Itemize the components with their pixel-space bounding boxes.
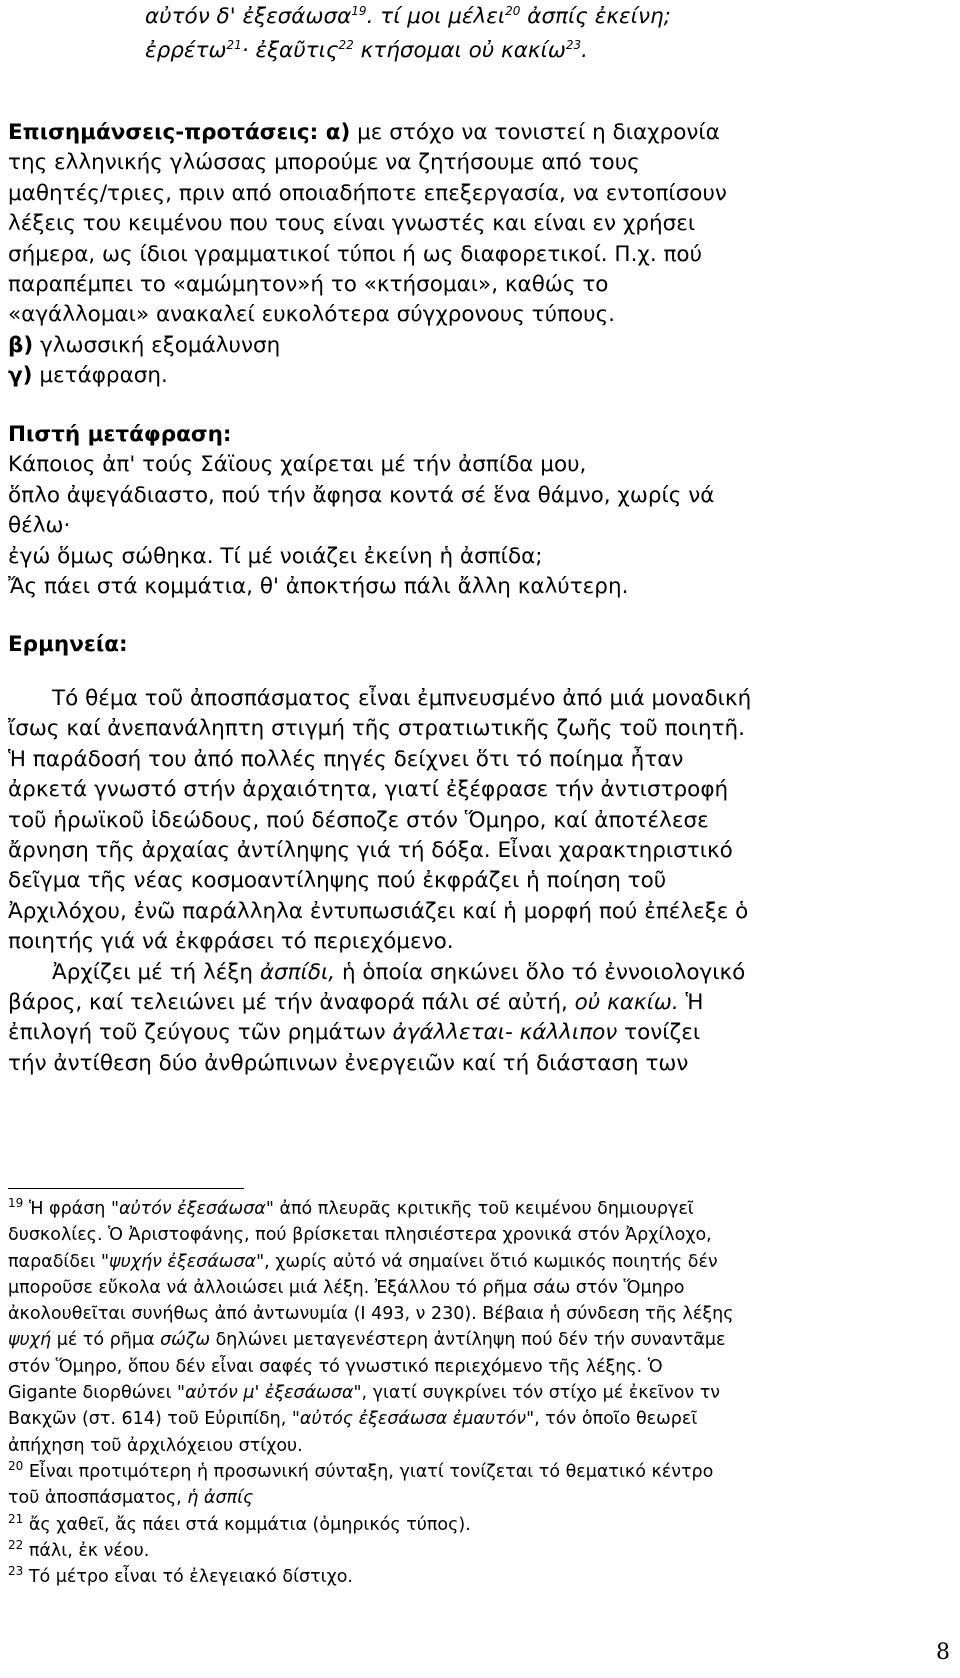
interpretation-heading: Ερμηνεία: — [8, 632, 128, 657]
footnote-line: Βακχῶν (στ. 614) τοῦ Εὐριπίδη, "αὐτός ἐξεσάωσα ἐμαυτόν", τόν ὁποῖο θεωρεῖ — [8, 1409, 698, 1430]
footnote-ref-23: 23 — [565, 37, 582, 52]
verse-line-2: ἐρρέτω$^{21}$· ἐξαῦτις$^{22}$ κτήσομαι οὐ κακίω$^{23}$. — [145, 37, 588, 63]
interpretation-line: Ἀρχιλόχου, ἐνῶ παράλληλα ἐντυπωσιάζει καί ἡ μορφή πού ἐπέλεξε ὁ — [8, 898, 749, 924]
suggestions-section — [8, 118, 958, 392]
footnote-line: ψυχή μέ τό ρῆμα σώζω δηλώνει μεταγενέστερη ἀντίληψη πού δέν τήν συναντᾶμε — [8, 1330, 726, 1351]
footnote-line: ἀπήχηση τοῦ ἀρχιλόχειου στίχου. — [8, 1435, 303, 1456]
suggestions-line: παραπέμπει το «αμώμητον»ή το «κτήσομαι», καθώς το — [8, 272, 609, 298]
interpretation-line: δεῖγμα τῆς νέας κοσμοαντίληψης πού ἐκφράζει ἡ ποίηση τοῦ — [8, 868, 667, 894]
suggestions-line: «αγάλλομαι» ανακαλεί ευκολότερα σύγχρονους τύπους. — [8, 302, 616, 328]
page-number: 8 — [936, 1640, 950, 1665]
interpretation-line: ἐπιλογή τοῦ ζεύγους τῶν ρημάτων ἀγάλλεται- κάλλιπον τονίζει — [8, 1020, 701, 1046]
interpretation-line: ἄρνηση τῆς ἀρχαίας ἀντίληψης γιά τή δόξα. Εἶναι χαρακτηριστικό — [8, 838, 733, 864]
translation-line: Κάποιος ἀπ' τούς Σάϊους χαίρεται μέ τήν ἀσπίδα μου, — [8, 452, 587, 478]
footnote-line: τοῦ ἀποσπάσματος, ἡ ἀσπίς — [8, 1488, 254, 1509]
footnote-ref-19: 19 — [351, 3, 367, 18]
translation-heading: Πιστή μετάφραση: — [8, 422, 232, 447]
interpretation-line: ἴσως καί ἀνεπανάληπτη στιγμή τῆς στρατιωτικῆς ζωῆς τοῦ ποιητῆ. — [8, 716, 745, 742]
interpretation-line: τήν ἀντίθεση δύο ἀνθρώπινων ἐνεργειῶν καί τή διάσταση των — [8, 1050, 689, 1076]
translation-section — [8, 420, 958, 602]
interpretation-section — [8, 630, 958, 660]
translation-line: ἐγώ ὅμως σώθηκα. Τί μέ νοιάζει ἐκείνη ἡ ἀσπίδα; — [8, 543, 543, 569]
translation-line: Ἄς πάει στά κομμάτια, θ' ἀποκτήσω πάλι ἄλλη καλύτερη. — [8, 574, 629, 600]
footnote-line: ἀκολουθεῖται συνήθως ἀπό ἀντωνυμία (I 493, ν 230). Βέβαια ἡ σύνδεση τῆς λέξης — [8, 1304, 734, 1325]
suggestions-line: της ελληνικής γλώσσας μπορούμε να ζητήσουμε από τους — [8, 150, 640, 176]
verse-block — [145, 0, 671, 68]
footnote-line: μποροῦσε εὔκολα νά ἀλλοιώσει μιά λέξη. Ἐξάλλου τό ρῆμα σάω στόν Ὅμηρο — [8, 1277, 685, 1298]
interpretation-line: Τό θέμα τοῦ ἀποσπάσματος εἶναι ἐμπνευσμένο ἀπό μιά μοναδική — [52, 686, 752, 711]
footnote-line: Gigante διορθώνει "αὐτόν μ' ἐξεσάωσα", γιατί συγκρίνει τόν στίχο μέ ἐκεῖνον τν — [8, 1383, 721, 1404]
translation-line: ὅπλο ἀψεγάδιαστο, πού τήν ἄφησα κοντά σέ ἕνα θάμνο, χωρίς νά — [8, 482, 715, 508]
verse-line-1: αὐτόν δ' ἐξεσάωσα$^{19}$. τί μοι μέλει$^{20}$ ἀσπίς ἐκείνη; — [145, 3, 671, 29]
interpretation-line: βάρος, καί τελειώνει μέ τήν ἀναφορά πάλι σέ αὐτή, οὐ κακίω. Ἡ — [8, 990, 704, 1016]
footnote-line: στόν Ὅμηρο, ὅπου δέν εἶναι σαφές τό γνωστικό περιεχόμενο τῆς λέξης. Ὁ — [8, 1356, 663, 1377]
footnote-ref-20: 20 — [505, 3, 521, 18]
footnote-ref-21: 21 — [226, 37, 242, 52]
footnote-21: $^{21}$ ἄς χαθεῖ, ἄς πάει στά κομμάτια (ὁμηρικός τύπος). — [8, 1511, 471, 1535]
suggestions-line: μαθητές/τριες, πριν από οποιαδήποτε επεξεργασία, να εντοπίσουν — [8, 180, 727, 206]
interpretation-line: τοῦ ἡρωϊκοῦ ἰδεώδους, πού δέσποζε στόν Ὅμηρο, καί ἀποτέλεσε — [8, 807, 709, 833]
interpretation-line: Ἡ παράδοσή του ἀπό πολλές πηγές δείχνει ὅτι τό ποίημα ἦταν — [8, 746, 684, 772]
interpretation-line: Ἀρχίζει μέ τή λέξη ἀσπίδι, ἡ ὁποία σηκώνει ὅλο τό ἐννοιολογικό — [52, 959, 746, 985]
footnote-19: $^{19}$ Ἡ φράση "αὐτόν ἐξεσάωσα" ἀπό πλευρᾶς κριτικῆς τοῦ κειμένου δημιουργεῖ — [8, 1196, 694, 1219]
footnote-divider — [8, 1188, 244, 1189]
footnote-line: παραδίδει "ψυχήν ἐξεσάωσα", χωρίς αὐτό νά σημαίνει ὅτιό κωμικός ποιητής δέν — [8, 1251, 718, 1272]
footnote-23: $^{23}$ Τό μέτρο εἶναι τό ἐλεγειακό δίστιχο. — [8, 1564, 353, 1588]
footnotes — [8, 1196, 950, 1590]
footnote-ref-22: 22 — [338, 37, 354, 52]
footnote-line: δυσκολίες. Ὁ Ἀριστοφάνης, πού βρίσκεται πλησιέστερα χρονικά στόν Ἀρχίλοχο, — [8, 1225, 712, 1246]
footnote-22: $^{22}$ πάλι, ἐκ νέου. — [8, 1538, 150, 1561]
suggestion-c: γ) μετάφραση. — [8, 363, 168, 389]
footnote-20: $^{20}$ Εἶναι προτιμότερη ἡ προσωνική σύνταξη, γιατί τονίζεται τό θεματικό κέντρο — [8, 1459, 714, 1482]
suggestions-heading: Επισημάνσεις-προτάσεις: α) — [8, 120, 351, 145]
suggestions-line: σήμερα, ως ίδιοι γραμματικοί τύποι ή ως διαφορετικοί. Π.χ. πού — [8, 241, 703, 267]
interpretation-line: ποιητής γιά νά ἐκφράσει τό περιεχόμενο. — [8, 929, 454, 955]
suggestions-line: Επισημάνσεις-προτάσεις: α) με στόχο να τονιστεί η διαχρονία — [8, 120, 720, 145]
suggestions-line: λέξεις του κειμένου που τους είναι γνωστές και είναι εν χρήσει — [8, 211, 696, 237]
interpretation-line: ἀρκετά γνωστό στήν ἀρχαιότητα, γιατί ἐξέφρασε τήν ἀντιστροφή — [8, 777, 729, 803]
suggestion-b: β) γλωσσική εξομάλυνση — [8, 332, 281, 358]
interpretation-body — [8, 684, 958, 1079]
translation-line: θέλω· — [8, 513, 71, 539]
